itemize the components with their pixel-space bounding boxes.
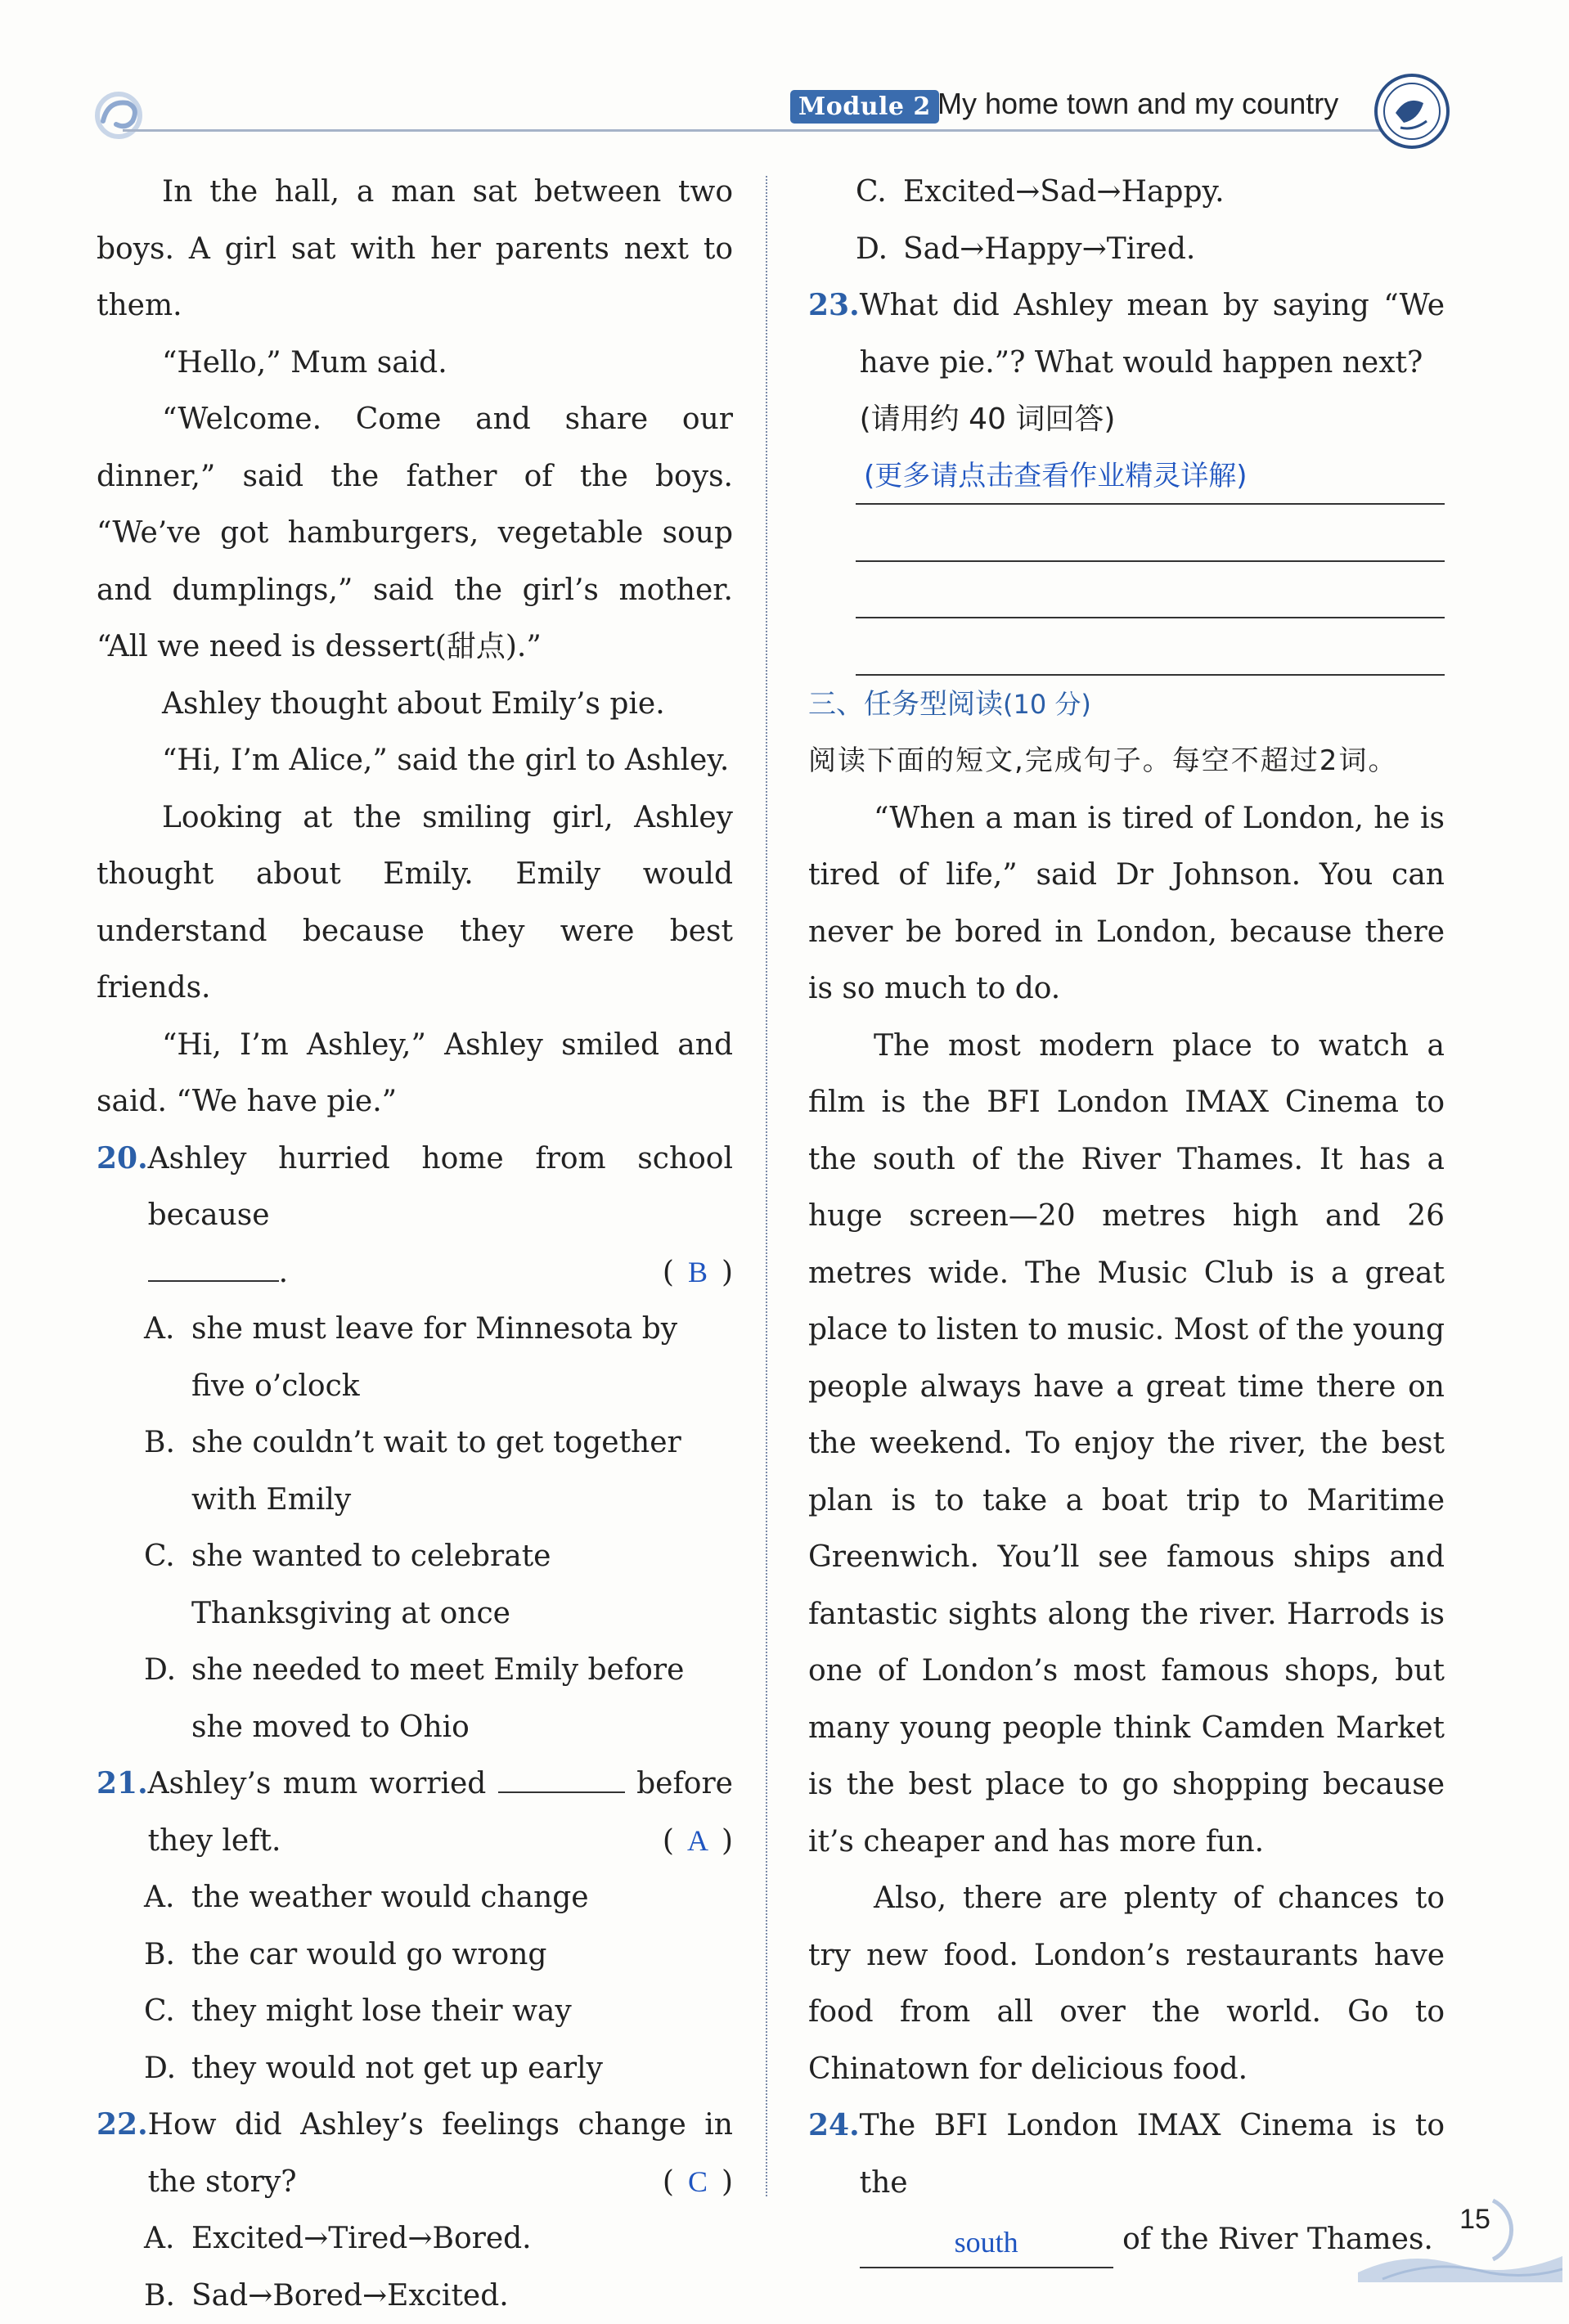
option-text: they would not get up early [191, 2040, 733, 2097]
option[interactable] [97, 1642, 733, 1755]
option-letter: A. [144, 2210, 191, 2268]
option-letter: D. [144, 1642, 191, 1755]
option[interactable] [97, 1301, 733, 1414]
option-letter: C. [144, 1528, 191, 1642]
option-text: the weather would change [191, 1869, 733, 1926]
story-paragraph: “Welcome. Come and share our dinner,” said the father of the boys. “We’ve got hamburgers, vegetable soup and dumplings,” said the girl’s mother. “All we need is dessert(甜点).” [97, 391, 733, 676]
answer-bracket: ( B ) [663, 1244, 733, 1301]
option-text: she needed to meet Emily before she moved to Ohio [191, 1642, 733, 1755]
module-title: My home town and my country [937, 87, 1338, 121]
header-rule [123, 129, 1391, 132]
answer-choice: A [674, 1813, 722, 1870]
option-letter: B. [144, 1414, 191, 1528]
section-points: (10 分) [1003, 689, 1091, 720]
question-stem-text: before they left. [148, 1767, 733, 1858]
answer-line[interactable] [856, 448, 1445, 506]
question-instruction: (请用约 40 词回答) [860, 402, 1116, 436]
option-letter: A. [144, 1869, 191, 1926]
answer-bracket: ( C ) [663, 2154, 733, 2211]
option-text: Excited→Tired→Bored. [191, 2210, 733, 2268]
story-paragraph: Ashley thought about Emily’s pie. [97, 676, 733, 733]
module-badge: Module 2 [790, 90, 939, 124]
swirl-icon [92, 88, 146, 142]
answer-blank[interactable] [498, 1759, 625, 1793]
question-number: 21. [97, 1755, 148, 1869]
answer-line[interactable] [856, 562, 1445, 619]
question-stem [860, 2097, 1445, 2268]
answer-line[interactable] [856, 618, 1445, 676]
option-letter: C. [856, 164, 903, 221]
question-number: 20. [97, 1131, 148, 1301]
question-stem-text: Ashley’s mum worried [148, 1767, 487, 1800]
question-stem-text: The BFI London IMAX Cinema is to the [860, 2109, 1445, 2200]
passage-paragraph: “When a man is tired of London, he is tired of life,” said Dr Johnson. You can never be bored in London, because there is so much to do. [808, 790, 1445, 1018]
answer-choice: C [674, 2154, 722, 2211]
right-column [808, 164, 1445, 2268]
option[interactable] [97, 1414, 733, 1528]
question-stem-text: Ashley hurried home from school because [148, 1142, 733, 1233]
section-instruction: 阅读下面的短文,完成句子。每空不超过2词。 [808, 733, 1445, 790]
option-text: Sad→Happy→Tired. [903, 221, 1445, 278]
question-stem [148, 1755, 733, 1869]
question-stem [148, 2097, 733, 2210]
option-text: Excited→Sad→Happy. [903, 164, 1445, 221]
answer-bracket: ( A ) [663, 1813, 733, 1870]
fill-answer-blank[interactable] [860, 2221, 1113, 2268]
detail-link[interactable]: (更多请点击查看作业精灵详解) [864, 448, 1248, 506]
question-stem-text: What did Ashley mean by saying “We have pie.”? What would happen next? [860, 289, 1445, 380]
question-20 [97, 1131, 733, 1301]
section-heading [808, 676, 1445, 734]
page-number: 15 [1443, 2195, 1507, 2244]
question-stem-tail: of the River Thames. [1122, 2223, 1433, 2256]
question-24 [808, 2097, 1445, 2268]
option[interactable] [97, 1926, 733, 1984]
option[interactable] [97, 1983, 733, 2040]
publisher-logo-icon [1371, 70, 1453, 152]
option-text: she couldn’t wait to get together with Emily [191, 1414, 733, 1528]
option-text: the car would go wrong [191, 1926, 733, 1984]
option[interactable] [808, 164, 1445, 221]
question-23 [808, 277, 1445, 448]
option-text: she wanted to celebrate Thanksgiving at once [191, 1528, 733, 1642]
question-stem-text: How did Ashley’s feelings change in the story? [148, 2108, 733, 2199]
answer-lines [856, 448, 1445, 676]
story-paragraph: “Hi, I’m Ashley,” Ashley smiled and said. “We have pie.” [97, 1017, 733, 1131]
story-paragraph: Looking at the smiling girl, Ashley thought about Emily. Emily would understand because they were best friends. [97, 789, 733, 1017]
option[interactable] [97, 2268, 733, 2324]
option[interactable] [97, 1528, 733, 1642]
option-text: Sad→Bored→Excited. [191, 2268, 733, 2324]
option-letter: A. [144, 1301, 191, 1414]
passage-paragraph: Also, there are plenty of chances to try new food. London’s restaurants have food from all over the world. Go to Chinatown for delicious food. [808, 1870, 1445, 2097]
option[interactable] [97, 2040, 733, 2097]
question-stem [860, 277, 1445, 448]
option-letter: C. [144, 1983, 191, 2040]
question-22 [97, 2097, 733, 2210]
answer-choice: B [674, 1244, 722, 1301]
question-number: 22. [97, 2097, 148, 2210]
option-letter: D. [144, 2040, 191, 2097]
fill-answer: south [860, 2214, 1113, 2272]
option-letter: D. [856, 221, 903, 278]
option[interactable] [97, 1869, 733, 1926]
option[interactable] [808, 221, 1445, 278]
story-paragraph: “Hi, I’m Alice,” said the girl to Ashley. [97, 732, 733, 789]
left-column [97, 164, 733, 2324]
question-stem-tail: . [279, 1256, 288, 1289]
option-text: they might lose their way [191, 1983, 733, 2040]
story-paragraph: “Hello,” Mum said. [97, 335, 733, 392]
question-number: 24. [808, 2097, 860, 2268]
story-paragraph: In the hall, a man sat between two boys. A girl sat with her parents next to them. [97, 164, 733, 335]
option-text: she must leave for Minnesota by five o’clock [191, 1301, 733, 1414]
answer-blank[interactable] [148, 1247, 279, 1282]
column-divider [766, 176, 767, 2196]
answer-line[interactable] [856, 505, 1445, 562]
question-stem [148, 1131, 733, 1301]
question-21 [97, 1755, 733, 1869]
passage-paragraph: The most modern place to watch a film is the BFI London IMAX Cinema to the south of the River Thames. It has a huge screen—20 metres high and 26 metres wide. The Music Club is a great place to listen to music. Most of the young people always have a great time there on the weekend. To enjoy the river, the best plan is to take a boat trip to Maritime Greenwich. You’ll see famous ships and fantastic sights along the river. Harrods is one of London’s most famous shops, but many young people think Camden Market is the best place to go shopping because it’s cheaper and has more fun. [808, 1018, 1445, 1871]
option[interactable] [97, 2210, 733, 2268]
option-letter: B. [144, 1926, 191, 1984]
question-number: 23. [808, 277, 860, 448]
option-letter: B. [144, 2268, 191, 2324]
section-title: 三、任务型阅读 [808, 688, 1003, 721]
